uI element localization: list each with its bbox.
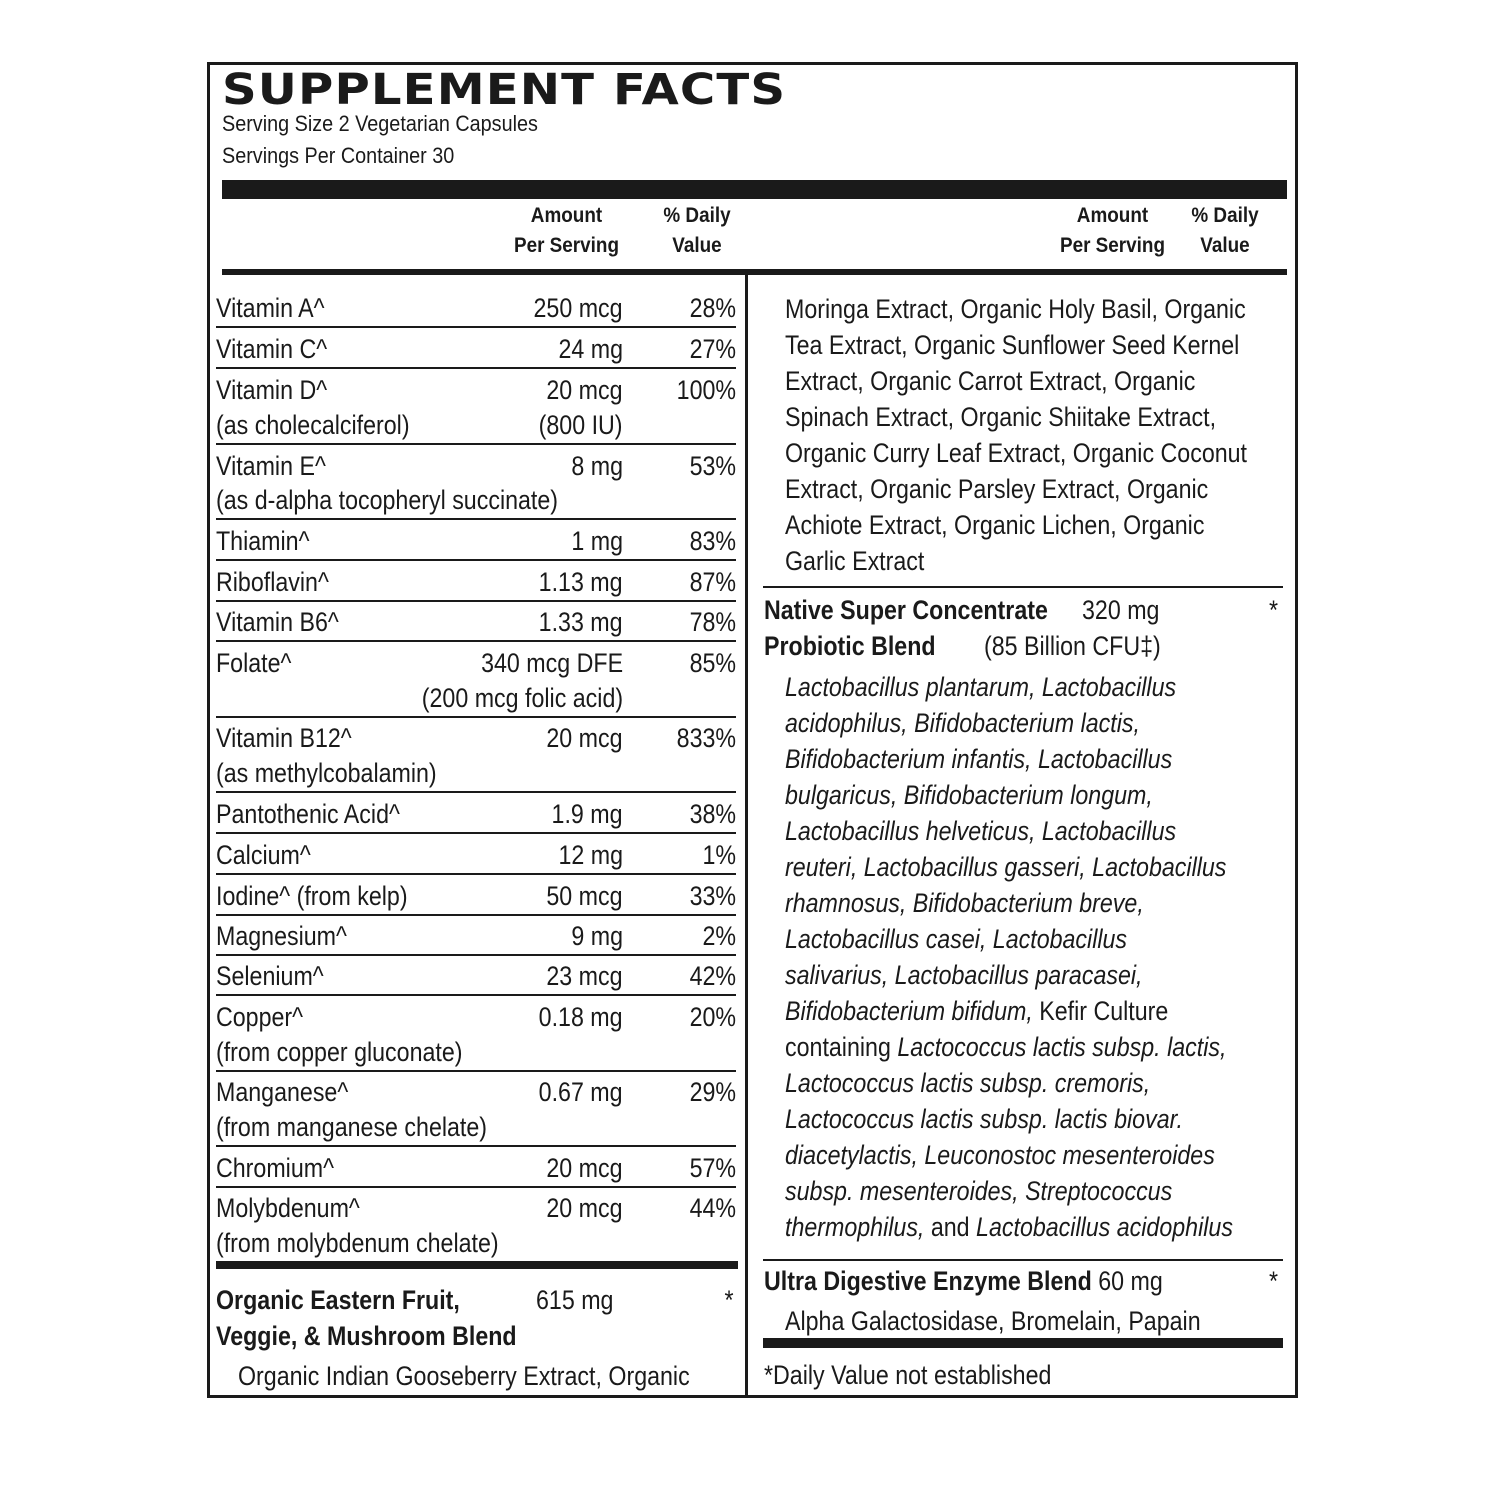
- nutrient-amount: 12 mg: [558, 840, 623, 870]
- nutrient-dv: 87%: [689, 567, 736, 597]
- nutrient-dv: 100%: [676, 375, 736, 405]
- nutrient-name: Folate^: [216, 648, 292, 678]
- column-divider: [745, 275, 748, 1395]
- nutrient-name: Riboflavin^: [216, 567, 329, 597]
- blend-name: Veggie, & Mushroom Blend: [216, 1321, 517, 1351]
- nutrient-row: [216, 331, 736, 369]
- header-divider: [222, 269, 1287, 275]
- enzyme-amount: 60 mg: [1091, 1266, 1163, 1296]
- nutrient-dv: 28%: [689, 293, 736, 323]
- right-header-amount: Amount Per Serving: [1059, 204, 1166, 257]
- enzyme-name: Ultra Digestive Enzyme Blend: [764, 1266, 1092, 1296]
- nutrient-name: Vitamin D^: [216, 375, 328, 405]
- probiotic-amount: 320 mg: [1082, 595, 1160, 625]
- nutrient-row: [216, 645, 736, 718]
- nutrient-dv: 42%: [689, 961, 736, 991]
- enzyme-dv: *: [1269, 1266, 1279, 1296]
- enzyme-ingredients: Alpha Galactosidase, Bromelain, Papain: [785, 1306, 1201, 1336]
- fruit-blend-ingredients-cont: Moringa Extract, Organic Holy Basil, Organic Tea Extract, Organic Sunflower Seed Kernel Extract, Organic Carrot Extract, Organic Spinach Extract, Organic Shiitake Extract, Organic Curry Leaf Extract, Organic Coconut Extract, Organic Parsley Extract, Organic Achiote Extract, Organic Lichen, Organic Garlic Extract: [785, 294, 1248, 576]
- nutrient-amount: 8 mg: [571, 451, 623, 481]
- blend-amount: 615 mg: [536, 1285, 614, 1315]
- right-thick-divider: [763, 1338, 1283, 1348]
- probiotic-section: [764, 592, 1284, 1252]
- probiotic-name: Probiotic Blend: [764, 631, 936, 661]
- nutrient-row: [216, 290, 736, 328]
- probiotic-name: Native Super Concentrate: [764, 595, 1048, 625]
- nutrient-subtext: (as d-alpha tocopheryl succinate): [216, 485, 559, 515]
- nutrient-amount: 24 mg: [558, 334, 623, 364]
- nutrient-row: [216, 837, 736, 875]
- nutrient-row: [216, 564, 736, 602]
- nutrient-dv: 53%: [689, 451, 736, 481]
- enzyme-section: [764, 1263, 1284, 1343]
- nutrient-dv: 44%: [689, 1193, 736, 1223]
- nutrient-amount: 1 mg: [571, 526, 623, 556]
- nutrient-amount: 250 mcg: [533, 293, 623, 323]
- blend-name: Organic Eastern Fruit,: [216, 1285, 460, 1315]
- nutrient-name: Thiamin^: [216, 526, 310, 556]
- nutrient-sub-amount: (800 IU): [539, 410, 623, 440]
- nutrient-dv: 2%: [702, 921, 736, 951]
- left-header-amount: Amount Per Serving: [513, 204, 620, 257]
- nutrient-dv: 83%: [689, 526, 736, 556]
- nutrient-name: Pantothenic Acid^: [216, 799, 400, 829]
- nutrient-row: [216, 448, 736, 520]
- nutrient-dv: 85%: [689, 648, 736, 678]
- nutrient-amount: 1.9 mg: [552, 799, 623, 829]
- nutrient-name: Calcium^: [216, 840, 311, 870]
- nutrient-name: Iodine^ (from kelp): [216, 881, 408, 911]
- nutrient-subtext: (from copper gluconate): [216, 1037, 463, 1067]
- nutrient-dv: 20%: [689, 1002, 736, 1032]
- serving-size: Serving Size 2 Vegetarian Capsules: [222, 111, 538, 136]
- nutrient-subtext: (from manganese chelate): [216, 1112, 488, 1142]
- nutrient-amount: 20 mcg: [546, 723, 623, 753]
- nutrient-dv: 27%: [689, 334, 736, 364]
- fruit-blend-section: [216, 1282, 738, 1392]
- blend-dv: *: [724, 1285, 734, 1315]
- nutrient-dv: 1%: [702, 840, 736, 870]
- nutrient-dv: 29%: [689, 1077, 736, 1107]
- nutrient-name: Manganese^: [216, 1077, 349, 1107]
- nutrient-amount: 340 mcg DFE: [481, 648, 623, 678]
- nutrient-subtext: (as methylcobalamin): [216, 758, 437, 788]
- nutrient-subtext: (from molybdenum chelate): [216, 1228, 499, 1258]
- nutrient-name: Vitamin C^: [216, 334, 328, 364]
- nutrient-name: Vitamin E^: [216, 451, 326, 481]
- nutrient-name: Magnesium^: [216, 921, 347, 951]
- footnote: *Daily Value not established: [764, 1360, 1052, 1390]
- nutrient-amount: 50 mcg: [546, 881, 623, 911]
- servings-per-container: Servings Per Container 30: [222, 143, 455, 168]
- thick-divider-top: [222, 180, 1287, 199]
- nutrient-name: Vitamin A^: [216, 293, 325, 323]
- nutrient-amount: 1.33 mg: [539, 607, 623, 637]
- probiotic-cfu: (85 Billion CFU‡): [984, 631, 1161, 661]
- nutrient-row: [216, 796, 736, 834]
- nutrient-name: Molybdenum^: [216, 1193, 360, 1223]
- supplement-facts-panel: [207, 62, 1298, 1398]
- nutrient-dv: 33%: [689, 881, 736, 911]
- nutrient-row: [216, 1150, 736, 1188]
- right-divider-2: [763, 1259, 1283, 1261]
- nutrient-row: [216, 604, 736, 642]
- nutrient-name: Selenium^: [216, 961, 324, 991]
- nutrient-row: [216, 958, 736, 996]
- nutrient-amount: 23 mcg: [546, 961, 623, 991]
- nutrient-name: Vitamin B12^: [216, 723, 352, 753]
- nutrient-row: [216, 918, 736, 956]
- nutrient-dv: 57%: [689, 1153, 736, 1183]
- right-divider-1: [763, 586, 1283, 588]
- nutrient-name: Vitamin B6^: [216, 607, 339, 637]
- nutrient-row: [216, 1190, 736, 1260]
- nutrient-sub-amount: (200 mcg folic acid): [421, 683, 623, 713]
- blend-ingredients: Organic Indian Gooseberry Extract, Organic: [238, 1361, 690, 1391]
- left-header-dv: % Daily Value: [663, 204, 731, 257]
- left-thick-divider: [216, 1261, 738, 1269]
- nutrient-amount: 9 mg: [571, 921, 623, 951]
- nutrient-row: [216, 1074, 736, 1147]
- nutrient-amount: 0.18 mg: [539, 1002, 623, 1032]
- nutrient-amount: 0.67 mg: [539, 1077, 623, 1107]
- nutrient-amount: 20 mcg: [546, 1153, 623, 1183]
- nutrient-amount: 20 mcg: [546, 1193, 623, 1223]
- nutrient-row: [216, 720, 736, 793]
- nutrient-row: [216, 372, 736, 445]
- nutrient-subtext: (as cholecalciferol): [216, 410, 410, 440]
- nutrient-row: [216, 523, 736, 561]
- right-header-dv: % Daily Value: [1191, 204, 1259, 257]
- nutrient-amount: 1.13 mg: [539, 567, 623, 597]
- nutrient-row: [216, 999, 736, 1072]
- nutrient-amount: 20 mcg: [546, 375, 623, 405]
- nutrient-name: Copper^: [216, 1002, 304, 1032]
- nutrient-row: [216, 878, 736, 916]
- nutrient-dv: 38%: [689, 799, 736, 829]
- probiotic-dv: *: [1269, 595, 1279, 625]
- nutrient-dv: 833%: [676, 723, 736, 753]
- nutrient-name: Chromium^: [216, 1153, 334, 1183]
- probiotic-strains: Lactobacillus plantarum, Lactobacillus acidophilus, Bifidobacterium lactis, Bifidobacterium infantis, Lactobacillus bulgaricus, Bifidobacterium longum, Lactobacillus helveticus, Lactobacillus reuteri, Lactobacillus gasseri, Lactobacillus rhamnosus, Bifidobacterium breve, Lactobacillus casei, Lactobacillus salivarius, Lactobacillus paracasei, Bifidobacterium bifidum, Kefir Culture containing Lactococcus lactis subsp. lactis, Lactococcus lactis subsp. cremoris, Lactococcus lactis subsp. lactis biovar. diacetylactis, Leuconostoc mesenteroides subsp. mesenteroides, Streptococcus thermophilus, and Lactobacillus acidophilus: [785, 672, 1233, 1242]
- panel-title: SUPPLEMENT FACTS: [222, 65, 787, 115]
- nutrient-dv: 78%: [689, 607, 736, 637]
